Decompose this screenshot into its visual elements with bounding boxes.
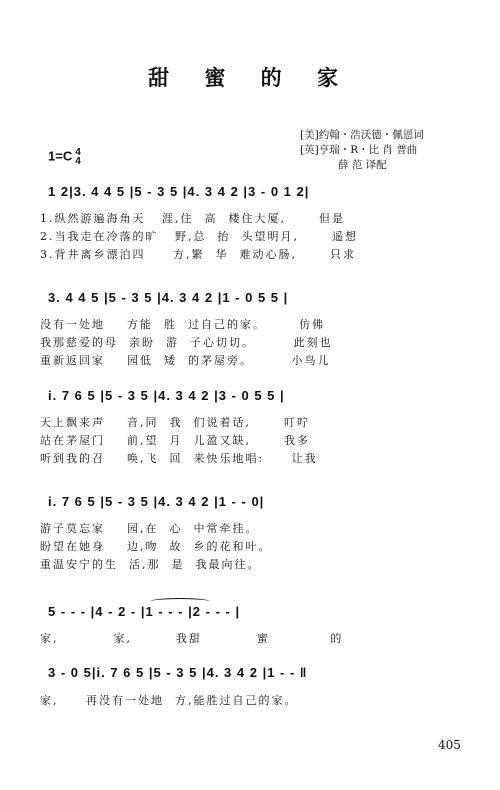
page-number: 405 [438, 738, 461, 752]
system-2-lyric-3: 重新返回家 园低 矮 的茅屋旁。 小鸟儿 [40, 354, 331, 367]
system-1-notes: 1 2|3. 4 4 5 |5 - 3 5 |4. 3 4 2 |3 - 0 1 2| [48, 184, 310, 199]
system-6-lyric-1: 家, 再没有一处地 方,能胜过自己的家。 [40, 694, 298, 707]
system-1-lyric-3: 3.背井离乡漂泊四 方,繁 华 难动心肠, 只求 [40, 248, 356, 261]
system-4-lyric-2: 盼望在她身 边,吻 故 乡的花和叶。 [40, 540, 272, 553]
system-5-lyric-1: 家, 家, 我甜 蜜 的 [40, 632, 344, 645]
time-sig-bottom: 4 [75, 156, 81, 167]
system-3-notes: i. 7 6 5 |5 - 3 5 |4. 3 4 2 |3 - 0 5 5 | [48, 388, 285, 403]
credit-composer: [英]亨瑞・R・比 肖 普曲 [300, 144, 418, 156]
system-2-lyric-2: 我那慈爱的母 亲盼 游 子心切切。 此刻也 [40, 336, 333, 349]
system-4-lyric-3: 重温安宁的生 活,那 是 我最向往。 [40, 558, 261, 571]
system-6-notes: 3 - 0 5|i. 7 6 5 |5 - 3 5 |4. 3 4 2 |1 - - ‖ [48, 665, 308, 680]
credits [300, 128, 424, 173]
system-3-lyric-1: 天上飘来声 音,同 我 们说着话, 叮咛 [40, 416, 310, 429]
system-4-lyric-1: 游子莫忘家 园,在 心 中常牵挂。 [40, 522, 259, 535]
system-1-lyric-2: 2.当我走在冷落的旷 野,总 抬 头望明月, 遥想 [40, 230, 358, 243]
credit-translator: 薛 范 译配 [338, 159, 387, 171]
system-3-lyric-2: 站在茅屋门 前,望 月 儿盈又缺, 我多 [40, 434, 310, 447]
key-label: 1=C [48, 148, 73, 164]
credit-lyricist: [美]约翰・浩沃德・佩恩词 [300, 129, 424, 141]
system-2-notes: 3. 4 4 5 |5 - 3 5 |4. 3 4 2 |1 - 0 5 5 | [48, 290, 289, 305]
system-4-notes: i. 7 6 5 |5 - 3 5 |4. 3 4 2 |1 - - 0| [48, 494, 265, 509]
time-signature [75, 148, 81, 166]
time-sig-top: 4 [75, 147, 81, 158]
system-3-lyric-3: 听到我的召 唤,飞 回 来快乐地唱: 让我 [40, 452, 318, 465]
key-signature [48, 148, 81, 166]
system-2-lyric-1: 没有一处地 方能 胜 过自己的家。 仿佛 [40, 318, 325, 331]
song-title: 甜 蜜 的 家 [148, 65, 352, 90]
system-5-notes: 5 - - - |4 - 2 - |1 - - - |2 - - - | [48, 604, 241, 619]
system-1-lyric-1: 1.纵然游遍海角天 涯,住 高 楼住大厦, 但是 [40, 212, 345, 225]
